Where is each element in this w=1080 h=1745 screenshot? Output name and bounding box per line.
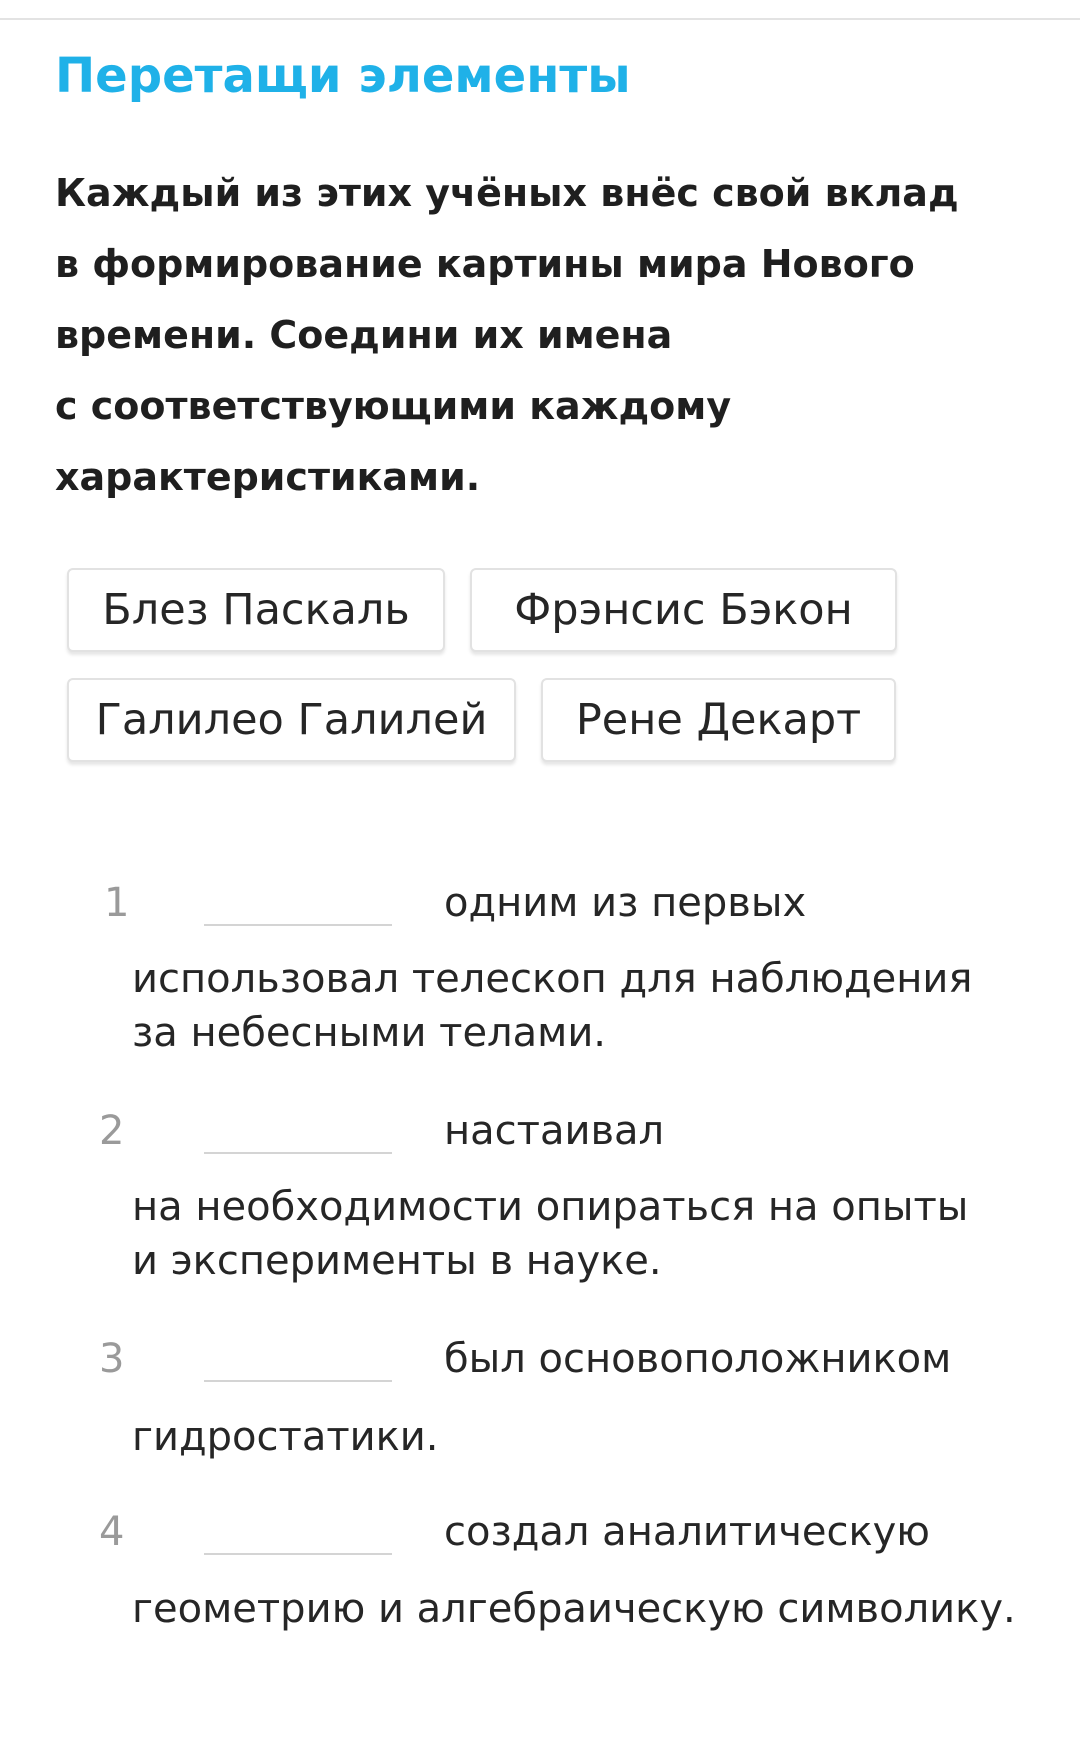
- draggable-chip-bacon[interactable]: Фрэнсис Бэкон: [470, 568, 897, 652]
- item-number: 4: [99, 1509, 125, 1555]
- item-lead-text: был основоположником: [444, 1336, 952, 1382]
- instructions-line: Каждый из этих учёных внёс свой вклад: [55, 171, 959, 215]
- drop-slot-2[interactable]: [204, 1120, 392, 1154]
- item-rest-text: [132, 1582, 1016, 1636]
- item-rest-line: геометрию и алгебраическую символику.: [132, 1586, 1016, 1632]
- draggable-chip-pascal[interactable]: Блез Паскаль: [67, 568, 445, 652]
- item-rest-line: гидростатики.: [132, 1414, 439, 1460]
- item-rest-text: [132, 1410, 439, 1464]
- top-divider: [0, 18, 1080, 20]
- instructions-line: характеристиками.: [55, 455, 481, 499]
- item-rest-line: за небесными телами.: [132, 1010, 607, 1056]
- draggable-chip-descartes[interactable]: Рене Декарт: [541, 678, 896, 762]
- item-rest-line: и эксперименты в науке.: [132, 1238, 662, 1284]
- item-rest-text: [132, 1180, 968, 1288]
- drop-slot-1[interactable]: [204, 892, 392, 926]
- item-number: 3: [99, 1336, 125, 1382]
- drop-slot-4[interactable]: [204, 1521, 392, 1555]
- item-lead-text: одним из первых: [444, 880, 807, 926]
- item-rest-line: на необходимости опираться на опыты: [132, 1184, 969, 1230]
- section-title: Перетащи элементы: [55, 48, 631, 104]
- item-rest-line: использовал телескоп для наблюдения: [132, 956, 973, 1002]
- instructions-line: времени. Соедини их имена: [55, 313, 673, 357]
- draggable-chip-galileo[interactable]: Галилео Галилей: [67, 678, 516, 762]
- item-rest-text: [132, 952, 973, 1060]
- instructions-line: с соответствующими каждому: [55, 384, 732, 428]
- item-number: 2: [99, 1108, 125, 1154]
- instructions-line: в формирование картины мира Нового: [55, 242, 915, 286]
- item-lead-text: создал аналитическую: [444, 1509, 930, 1555]
- drop-slot-3[interactable]: [204, 1348, 392, 1382]
- item-lead-text: настаивал: [444, 1108, 665, 1154]
- item-number: 1: [104, 880, 130, 926]
- instructions-text: [55, 158, 959, 513]
